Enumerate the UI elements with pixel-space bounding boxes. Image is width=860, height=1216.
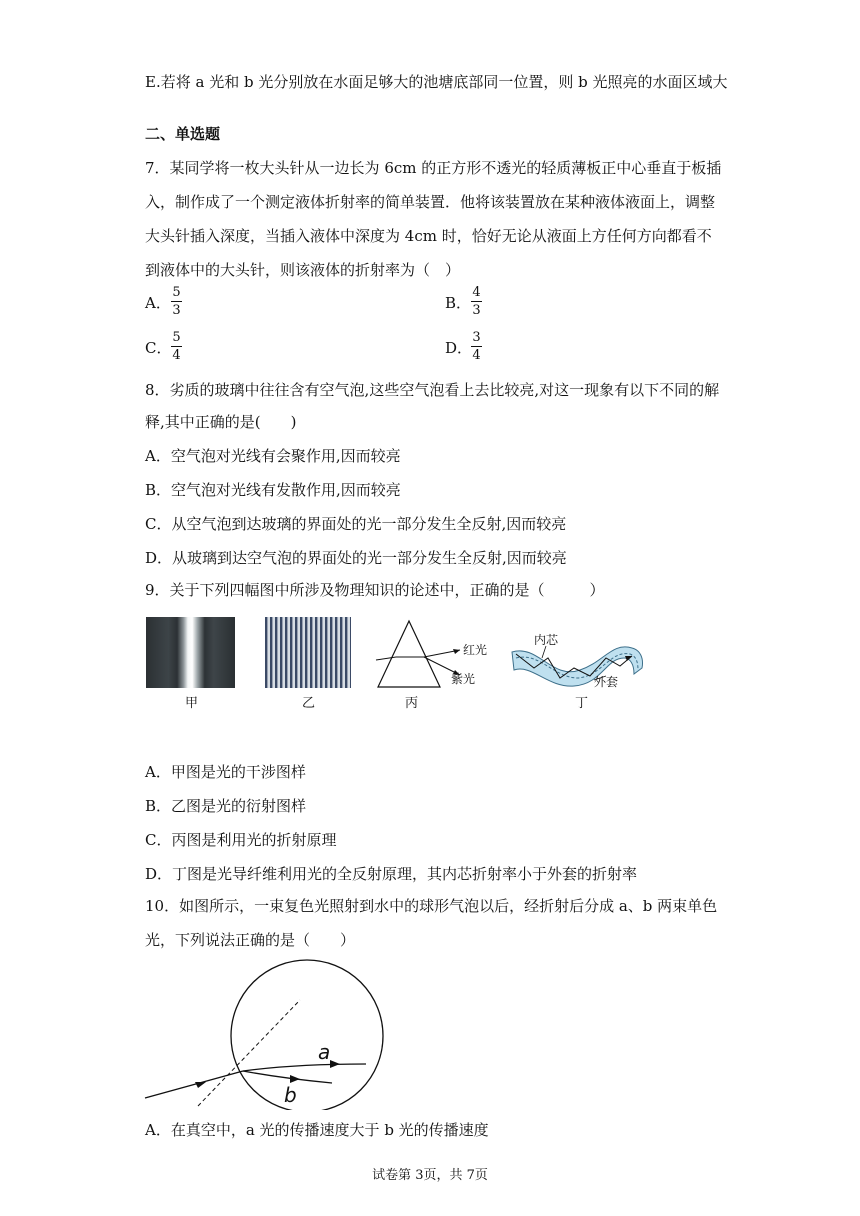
q7-option-b-numerator: 4 xyxy=(472,285,481,300)
q7-option-b-denominator: 3 xyxy=(472,303,481,318)
q7-option-c-denominator: 4 xyxy=(172,348,181,363)
q7-option-a-fraction xyxy=(171,285,182,318)
page-footer: 试卷第 3页，共 7页 xyxy=(372,1168,488,1183)
q7-option-d-fraction xyxy=(471,330,482,363)
q7-option-b-fraction xyxy=(471,285,482,318)
q9-option-a: A．甲图是光的干涉图样 xyxy=(145,763,306,781)
q8-stem-line-2: 释,其中正确的是( ) xyxy=(145,413,297,431)
q8-option-a: A．空气泡对光线有会聚作用,因而较亮 xyxy=(145,447,401,465)
prism-red-light-label: 红光 xyxy=(463,643,488,657)
q7-stem-line-1: 7．某同学将一枚大头针从一边长为 6cm 的正方形不透光的轻质薄板正中心垂直于板插 xyxy=(145,159,722,177)
fiber-core-label: 内芯 xyxy=(534,633,559,647)
ray-b-label: b xyxy=(284,1083,297,1107)
q9-stem: 9．关于下列四幅图中所涉及物理知识的论述中，正确的是（ ） xyxy=(145,581,605,599)
q7-option-c-fraction xyxy=(171,330,182,363)
q7-option-d-label: D． xyxy=(445,339,473,357)
figure-ding-label: 丁 xyxy=(575,696,589,711)
q7-option-a-denominator: 3 xyxy=(172,303,181,318)
q8-option-d: D．从玻璃到达空气泡的界面处的光一部分发生全反射,因而较亮 xyxy=(145,549,567,567)
q9-option-b: B．乙图是光的衍射图样 xyxy=(145,797,307,815)
q7-option-d-numerator: 3 xyxy=(472,330,481,345)
figure-yi-label: 乙 xyxy=(302,696,316,711)
q7-stem-line-4: 到液体中的大头针，则该液体的折射率为（ ） xyxy=(145,261,461,279)
q10-stem-line-2: 光，下列说法正确的是（ ） xyxy=(145,931,356,949)
ray-a-label: a xyxy=(318,1040,331,1064)
fiber-cladding-label: 外套 xyxy=(594,675,619,689)
q7-option-b-label: B． xyxy=(445,294,472,312)
q7-option-a-numerator: 5 xyxy=(172,285,181,300)
q9-option-d: D．丁图是光导纤维利用光的全反射原理，其内芯折射率小于外套的折射率 xyxy=(145,865,638,883)
q7-option-d-denominator: 4 xyxy=(472,348,481,363)
q8-option-b: B．空气泡对光线有发散作用,因而较亮 xyxy=(145,481,401,499)
section-title: 二、单选题 xyxy=(145,125,221,143)
figure-jia-diffraction xyxy=(146,617,235,688)
figure-q10-bubble xyxy=(140,958,400,1110)
q9-option-c: C．丙图是利用光的折射原理 xyxy=(145,831,337,849)
figure-bing-prism xyxy=(372,617,497,691)
figure-jia-label: 甲 xyxy=(185,696,199,711)
figure-yi-interference xyxy=(265,617,351,688)
figure-bing-label: 丙 xyxy=(405,696,419,711)
figure-ding-optical-fiber xyxy=(508,628,648,690)
q8-stem-line-1: 8．劣质的玻璃中往往含有空气泡,这些空气泡看上去比较亮,对这一现象有以下不同的解 xyxy=(145,381,720,399)
q6-option-e: E.若将 a 光和 b 光分别放在水面足够大的池塘底部同一位置，则 b 光照亮的水面区域大 xyxy=(145,73,728,91)
q10-stem-line-1: 10．如图所示，一束复色光照射到水中的球形气泡以后，经折射后分成 a、b 两束单色 xyxy=(145,897,718,915)
q7-option-a-label: A． xyxy=(145,294,171,312)
q7-option-c-label: C． xyxy=(145,339,172,357)
q10-option-a: A．在真空中，a 光的传播速度大于 b 光的传播速度 xyxy=(145,1121,489,1139)
q7-option-c-numerator: 5 xyxy=(172,330,181,345)
q7-stem-line-3: 大头针插入深度，当插入液体中深度为 4cm 时，恰好无论从液面上方任何方向都看不 xyxy=(145,227,712,245)
q7-stem-line-2: 入，制作成了一个测定液体折射率的简单装置．他将该装置放在某种液体液面上，调整 xyxy=(145,193,716,211)
prism-violet-light-label: 紫光 xyxy=(451,672,476,686)
q8-option-c: C．从空气泡到达玻璃的界面处的光一部分发生全反射,因而较亮 xyxy=(145,515,567,533)
